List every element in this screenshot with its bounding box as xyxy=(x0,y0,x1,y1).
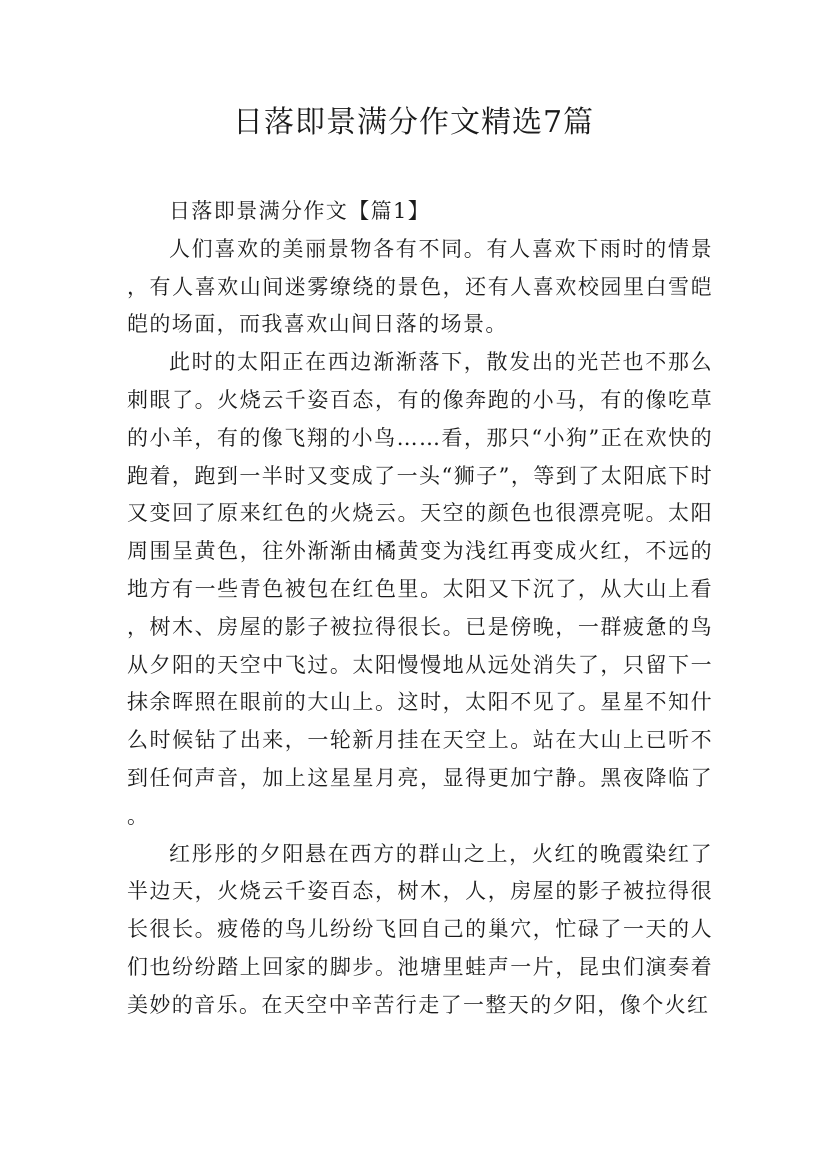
document-body xyxy=(127,193,713,1025)
document-title: 日落即景满分作文精选7篇 xyxy=(232,105,595,140)
section-heading: 日落即景满分作文【篇1】 xyxy=(169,199,431,223)
paragraph-3: 红彤彤的夕阳悬在西方的群山之上，火红的晚霞染红了半边天，火烧云千姿百态，树木，人，房屋的影子被拉得很长很长。疲倦的鸟儿纷纷飞回自己的巢穴，忙碌了一天的人们也纷纷踏上回家的脚步。池塘里蛙声一片，昆虫们演奏着美妙的音乐。在天空中辛苦行走了一整天的夕阳，像个火红 xyxy=(127,841,713,1017)
paragraph-1: 人们喜欢的美丽景物各有不同。有人喜欢下雨时的情景，有人喜欢山间迷雾缭绕的景色，还有人喜欢校园里白雪皑皑的场面，而我喜欢山间日落的场景。 xyxy=(127,236,713,337)
paragraph-2: 此时的太阳正在西边渐渐落下，散发出的光芒也不那么刺眼了。火烧云千姿百态，有的像奔跑的小马，有的像吃草的小羊，有的像飞翔的小鸟……看，那只“小狗”正在欢快的跑着，跑到一半时又变成了一头“狮子”，等到了太阳底下时又变回了原来红色的火烧云。天空的颜色也很漂亮呢。太阳周围呈黄色，往外渐渐由橘黄变为浅红再变成火红，不远的地方有一些青色被包在红色里。太阳又下沉了，从大山上看，树木、房屋的影子被拉得很长。已是傍晚，一群疲惫的鸟从夕阳的天空中飞过。太阳慢慢地从远处消失了，只留下一抹余晖照在眼前的大山上。这时，太阳不见了。星星不知什么时候钻了出来，一轮新月挂在天空上。站在大山上已听不到任何声音，加上这星星月亮，显得更加宁静。黑夜降临了。 xyxy=(127,350,713,828)
